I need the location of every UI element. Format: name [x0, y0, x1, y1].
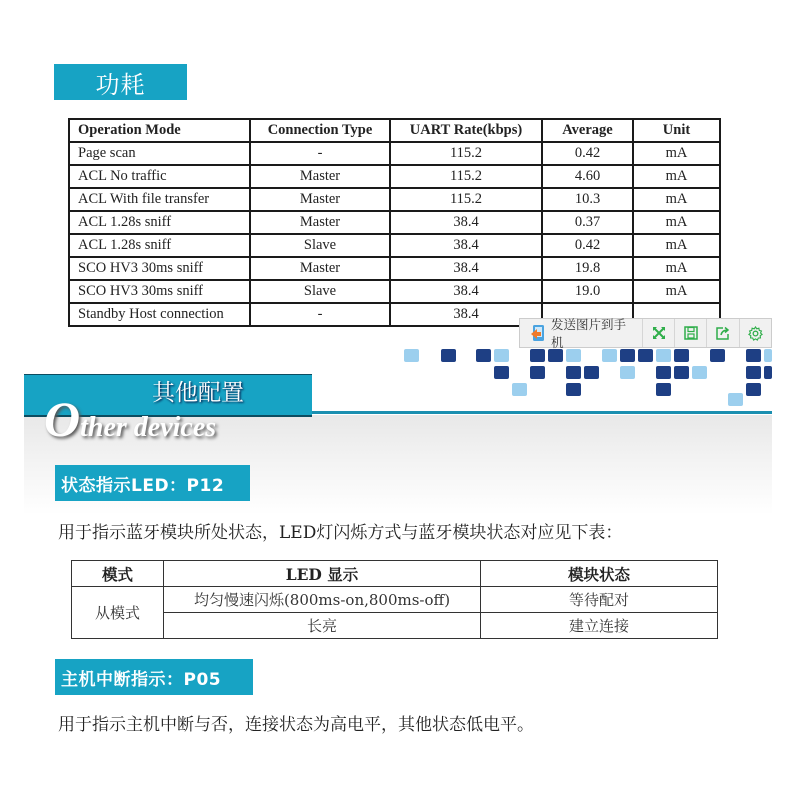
- section-title-en-rest: ther devices: [80, 412, 217, 443]
- cell-mode: ACL 1.28s sniff: [69, 234, 250, 257]
- cell-mode: SCO HV3 30ms sniff: [69, 280, 250, 303]
- cell-module-state: 等待配对: [481, 587, 718, 613]
- cell-connection: Master: [250, 257, 390, 280]
- fullscreen-icon: [652, 326, 666, 340]
- section-title-cn: 其他配置: [152, 380, 244, 406]
- cell-average: 4.60: [542, 165, 633, 188]
- cell-led-display: 长亮: [164, 613, 481, 639]
- host-interrupt-description: 用于指示主机中断与否，连接状态为高电平，其他状态低电平。: [58, 715, 534, 735]
- section-title-en-initial: O: [44, 391, 81, 447]
- cell-uart: 115.2: [390, 142, 542, 165]
- cell-mode: ACL 1.28s sniff: [69, 211, 250, 234]
- header-uart-rate: UART Rate(kbps): [390, 119, 542, 142]
- led-state-table: [71, 560, 718, 639]
- cell-mode: Standby Host connection: [69, 303, 250, 326]
- led-description: 用于指示蓝牙模块所处状态，LED灯闪烁方式与蓝牙模块状态对应见下表：: [58, 523, 623, 543]
- cell-uart: 38.4: [390, 211, 542, 234]
- cell-connection: Slave: [250, 234, 390, 257]
- table-row: [69, 165, 720, 188]
- header-module-state: 模块状态: [481, 561, 718, 587]
- table-header-row: [69, 119, 720, 142]
- header-unit: Unit: [633, 119, 720, 142]
- cell-unit: mA: [633, 211, 720, 234]
- section-header-line: [312, 411, 772, 414]
- section-title-en: [44, 390, 216, 448]
- header-mode: 模式: [72, 561, 164, 587]
- share-icon: [716, 326, 730, 340]
- header-operation-mode: Operation Mode: [69, 119, 250, 142]
- power-consumption-title: 功耗: [54, 64, 187, 100]
- cell-uart: 38.4: [390, 303, 542, 326]
- cell-module-state: 建立连接: [481, 613, 718, 639]
- cell-connection: Master: [250, 165, 390, 188]
- table-row: [69, 188, 720, 211]
- cell-unit: mA: [633, 234, 720, 257]
- cell-connection: Master: [250, 211, 390, 234]
- cell-connection: Master: [250, 188, 390, 211]
- table-row: [69, 142, 720, 165]
- table-row: [72, 613, 718, 639]
- host-interrupt-badge: 主机中断指示：P05: [55, 659, 253, 695]
- power-consumption-table: [68, 118, 721, 327]
- cell-uart: 115.2: [390, 165, 542, 188]
- cell-average: 19.8: [542, 257, 633, 280]
- cell-mode: ACL No traffic: [69, 165, 250, 188]
- table-row: [69, 211, 720, 234]
- cell-average: 0.42: [542, 142, 633, 165]
- save-button[interactable]: [675, 319, 707, 347]
- cell-mode: 从模式: [72, 587, 164, 639]
- settings-icon: [748, 326, 763, 341]
- save-icon: [684, 326, 698, 340]
- cell-mode: SCO HV3 30ms sniff: [69, 257, 250, 280]
- cell-uart: 38.4: [390, 280, 542, 303]
- send-to-phone-label: 发送图片到手机: [551, 317, 627, 350]
- table-row: [72, 587, 718, 613]
- fullscreen-button[interactable]: [643, 319, 675, 347]
- table-row: [69, 257, 720, 280]
- table-row: [69, 280, 720, 303]
- led-section-badge: 状态指示LED：P12: [55, 465, 250, 501]
- cell-average: 19.0: [542, 280, 633, 303]
- cell-connection: Slave: [250, 280, 390, 303]
- share-button[interactable]: [707, 319, 739, 347]
- image-toolbar: [519, 318, 772, 348]
- send-to-phone-button[interactable]: [520, 317, 643, 350]
- cell-uart: 115.2: [390, 188, 542, 211]
- cell-average: 0.42: [542, 234, 633, 257]
- header-connection-type: Connection Type: [250, 119, 390, 142]
- cell-unit: mA: [633, 165, 720, 188]
- settings-button[interactable]: [740, 319, 771, 347]
- cell-connection: -: [250, 142, 390, 165]
- cell-led-display: 均匀慢速闪烁(800ms-on,800ms-off): [164, 587, 481, 613]
- send-to-phone-icon: [530, 324, 546, 342]
- cell-connection: -: [250, 303, 390, 326]
- cell-average: 0.37: [542, 211, 633, 234]
- cell-mode: ACL With file transfer: [69, 188, 250, 211]
- cell-uart: 38.4: [390, 257, 542, 280]
- header-average: Average: [542, 119, 633, 142]
- cell-unit: mA: [633, 188, 720, 211]
- table-row: [69, 234, 720, 257]
- cell-unit: mA: [633, 280, 720, 303]
- cell-unit: mA: [633, 257, 720, 280]
- cell-average: 10.3: [542, 188, 633, 211]
- table-header-row: [72, 561, 718, 587]
- cell-mode: Page scan: [69, 142, 250, 165]
- cell-unit: mA: [633, 142, 720, 165]
- cell-uart: 38.4: [390, 234, 542, 257]
- header-led-display: LED 显示: [164, 561, 481, 587]
